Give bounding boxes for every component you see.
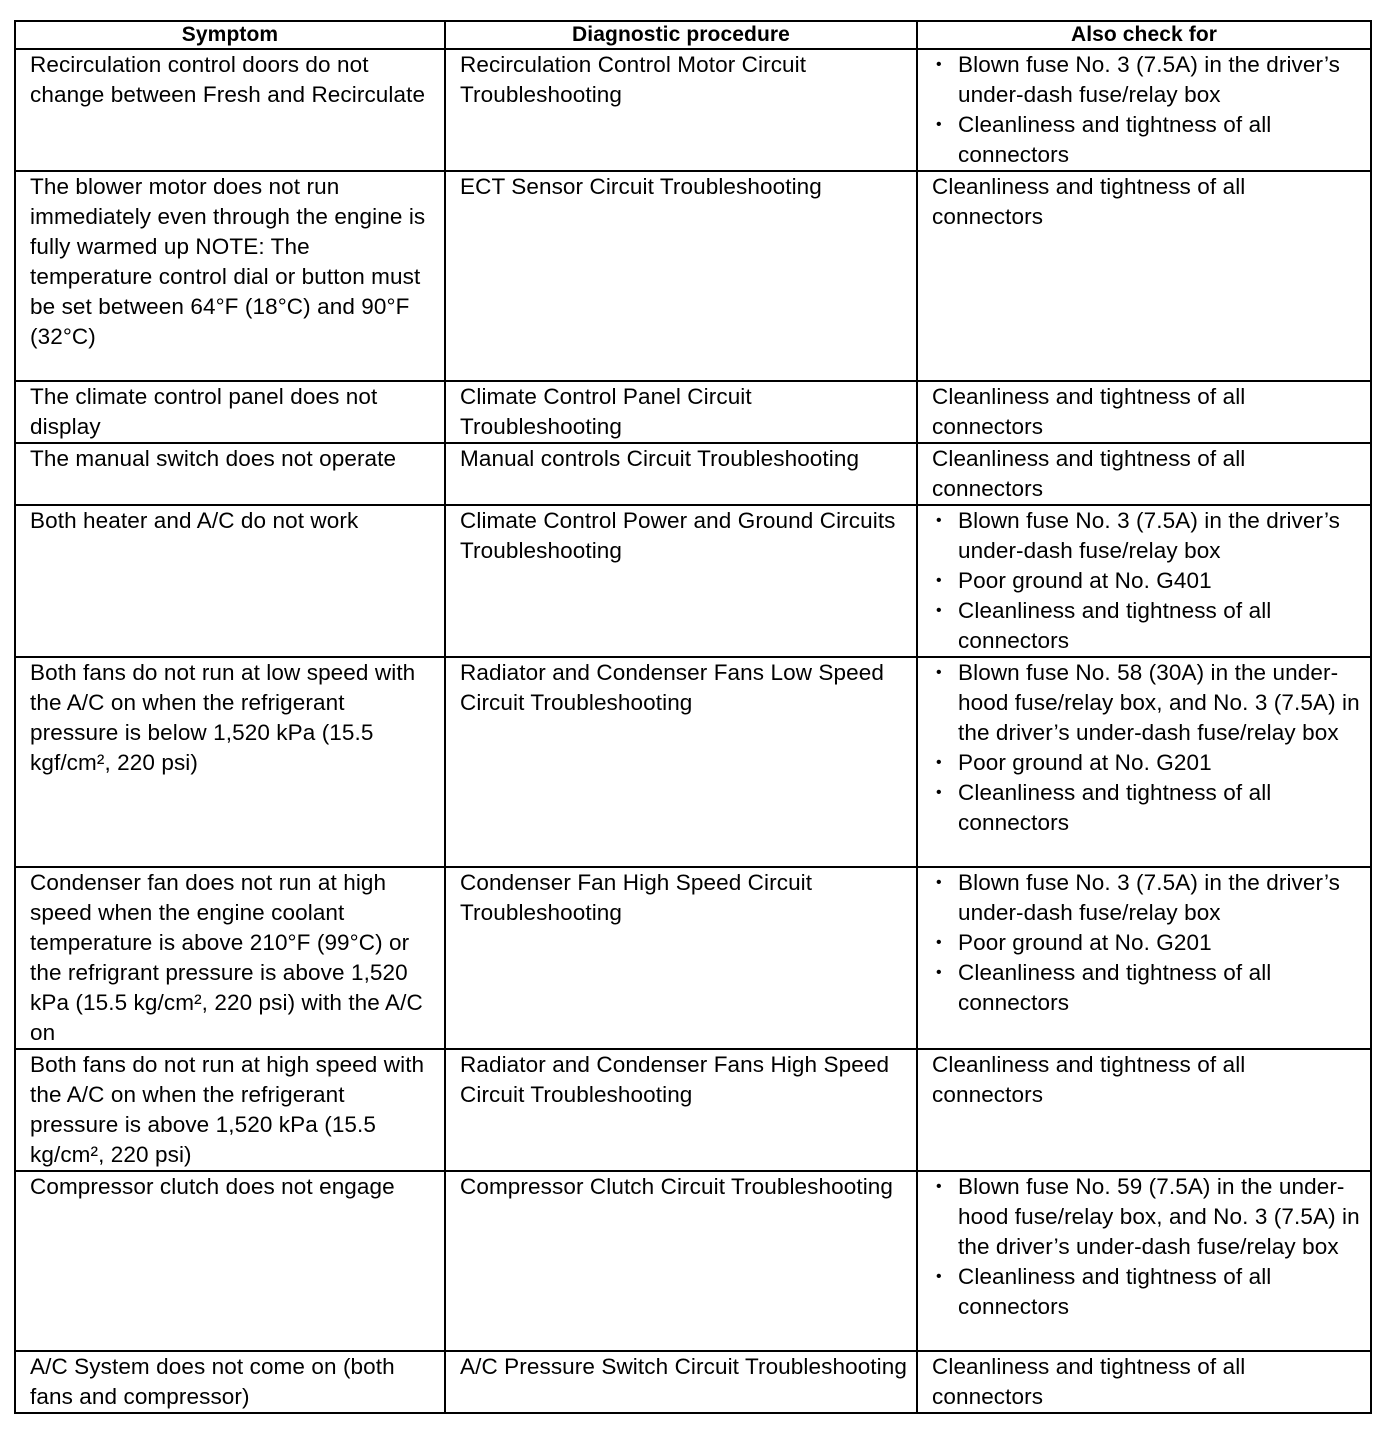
header-diagnostic-procedure: Diagnostic procedure bbox=[445, 21, 917, 49]
procedure-cell: A/C Pressure Switch Circuit Troubleshooting bbox=[445, 1351, 917, 1413]
table-row bbox=[15, 1171, 1371, 1351]
symptom-cell: The manual switch does not operate bbox=[15, 443, 445, 505]
also-check-cell: Cleanliness and tightness of all connectors bbox=[917, 171, 1371, 381]
symptom-cell: Condenser fan does not run at high speed when the engine coolant temperature is above 210°F (99°C) or the refrigrant pressure is above 1,520 kPa (15.5 kg/cm², 220 psi) with the A/C on bbox=[15, 867, 445, 1049]
procedure-cell: Compressor Clutch Circuit Troubleshooting bbox=[445, 1171, 917, 1351]
header-row bbox=[15, 21, 1371, 49]
also-check-cell: Cleanliness and tightness of all connectors bbox=[917, 443, 1371, 505]
procedure-cell: Radiator and Condenser Fans Low Speed Circuit Troubleshooting bbox=[445, 657, 917, 867]
check-item: • Poor ground at No. G201 bbox=[932, 928, 1362, 958]
check-item: • Cleanliness and tightness of all connectors bbox=[932, 1262, 1362, 1322]
table-header bbox=[15, 21, 1371, 49]
table-row bbox=[15, 657, 1371, 867]
check-list bbox=[932, 1172, 1362, 1322]
check-item: • Cleanliness and tightness of all connectors bbox=[932, 596, 1362, 656]
check-item: • Blown fuse No. 3 (7.5A) in the driver’s under-dash fuse/relay box bbox=[932, 50, 1362, 110]
also-check-cell bbox=[917, 1171, 1371, 1351]
table-row bbox=[15, 171, 1371, 381]
also-check-cell bbox=[917, 657, 1371, 867]
also-check-cell: Cleanliness and tightness of all connectors bbox=[917, 1351, 1371, 1413]
table-row bbox=[15, 49, 1371, 171]
symptom-cell: Both heater and A/C do not work bbox=[15, 505, 445, 657]
check-item: • Cleanliness and tightness of all connectors bbox=[932, 110, 1362, 170]
table-row bbox=[15, 443, 1371, 505]
table-row bbox=[15, 505, 1371, 657]
also-check-cell bbox=[917, 867, 1371, 1049]
header-symptom: Symptom bbox=[15, 21, 445, 49]
check-item: • Cleanliness and tightness of all connectors bbox=[932, 958, 1362, 1018]
also-check-cell bbox=[917, 49, 1371, 171]
symptom-cell: A/C System does not come on (both fans and compressor) bbox=[15, 1351, 445, 1413]
also-check-cell: Cleanliness and tightness of all connectors bbox=[917, 381, 1371, 443]
procedure-cell: Climate Control Power and Ground Circuits Troubleshooting bbox=[445, 505, 917, 657]
procedure-cell: Condenser Fan High Speed Circuit Troubleshooting bbox=[445, 867, 917, 1049]
table-row bbox=[15, 1049, 1371, 1171]
table-row bbox=[15, 867, 1371, 1049]
table-body bbox=[15, 49, 1371, 1413]
symptom-cell: Both fans do not run at low speed with the A/C on when the refrigerant pressure is below 1,520 kPa (15.5 kgf/cm², 220 psi) bbox=[15, 657, 445, 867]
symptom-cell: Recirculation control doors do not change between Fresh and Recirculate bbox=[15, 49, 445, 171]
procedure-cell: ECT Sensor Circuit Troubleshooting bbox=[445, 171, 917, 381]
check-item: • Blown fuse No. 59 (7.5A) in the under-hood fuse/relay box, and No. 3 (7.5A) in the driver’s under-dash fuse/relay box bbox=[932, 1172, 1362, 1262]
symptom-cell: The blower motor does not run immediately even through the engine is fully warmed up NOTE: The temperature control dial or button must be set between 64°F (18°C) and 90°F (32°C) bbox=[15, 171, 445, 381]
check-list bbox=[932, 506, 1362, 656]
check-item: • Blown fuse No. 58 (30A) in the under-hood fuse/relay box, and No. 3 (7.5A) in the driver’s under-dash fuse/relay box bbox=[932, 658, 1362, 748]
table-row bbox=[15, 381, 1371, 443]
check-list bbox=[932, 50, 1362, 170]
procedure-cell: Climate Control Panel Circuit Troubleshooting bbox=[445, 381, 917, 443]
also-check-cell: Cleanliness and tightness of all connectors bbox=[917, 1049, 1371, 1171]
check-item: • Blown fuse No. 3 (7.5A) in the driver’s under-dash fuse/relay box bbox=[932, 506, 1362, 566]
procedure-cell: Radiator and Condenser Fans High Speed Circuit Troubleshooting bbox=[445, 1049, 917, 1171]
check-item: • Poor ground at No. G201 bbox=[932, 748, 1362, 778]
header-also-check-for: Also check for bbox=[917, 21, 1371, 49]
diagnostic-table bbox=[14, 20, 1372, 1414]
check-item: • Blown fuse No. 3 (7.5A) in the driver’s under-dash fuse/relay box bbox=[932, 868, 1362, 928]
check-item: • Poor ground at No. G401 bbox=[932, 566, 1362, 596]
table-row bbox=[15, 1351, 1371, 1413]
symptom-cell: Both fans do not run at high speed with the A/C on when the refrigerant pressure is above 1,520 kPa (15.5 kg/cm², 220 psi) bbox=[15, 1049, 445, 1171]
check-list bbox=[932, 658, 1362, 838]
diagnostic-table-container bbox=[14, 20, 1370, 1414]
also-check-cell bbox=[917, 505, 1371, 657]
procedure-cell: Recirculation Control Motor Circuit Troubleshooting bbox=[445, 49, 917, 171]
check-item: • Cleanliness and tightness of all connectors bbox=[932, 778, 1362, 838]
procedure-cell: Manual controls Circuit Troubleshooting bbox=[445, 443, 917, 505]
symptom-cell: The climate control panel does not display bbox=[15, 381, 445, 443]
check-list bbox=[932, 868, 1362, 1018]
symptom-cell: Compressor clutch does not engage bbox=[15, 1171, 445, 1351]
